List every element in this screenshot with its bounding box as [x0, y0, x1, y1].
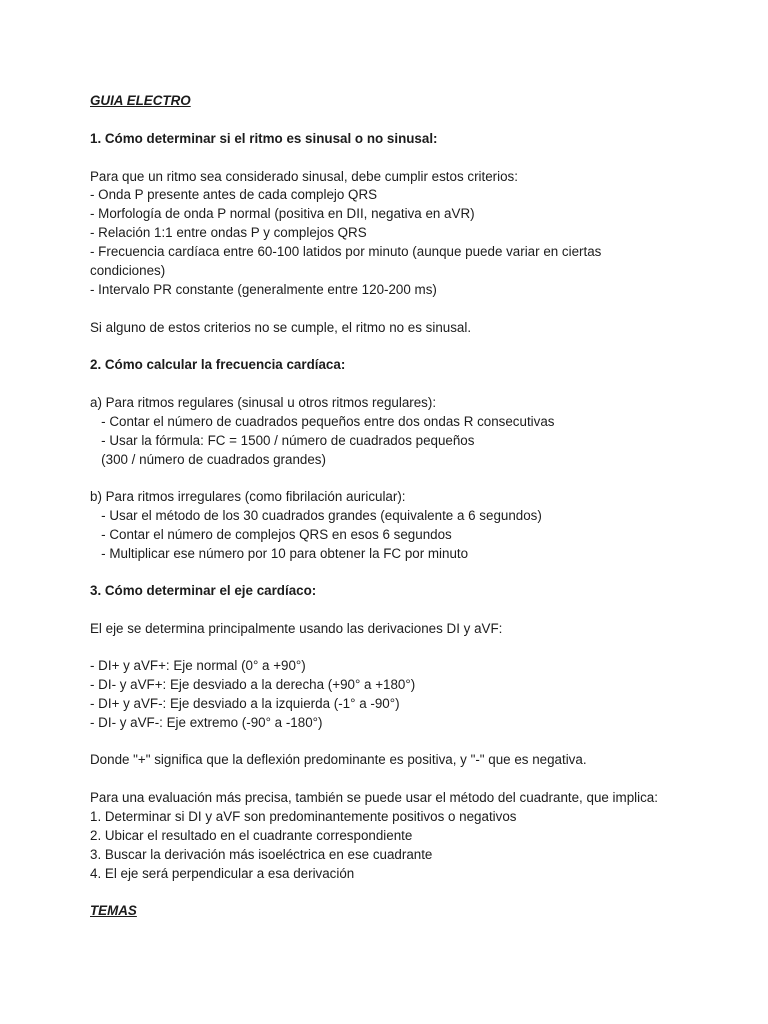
regular-rhythm-line: a) Para ritmos regulares (sinusal u otros ritmos regulares):: [90, 395, 437, 410]
irregular-rhythm-line: b) Para ritmos irregulares (como fibrilación auricular):: [90, 489, 406, 504]
section-2-heading: 2. Cómo calcular la frecuencia cardíaca:: [90, 357, 346, 372]
quadrant-step: 1. Determinar si DI y aVF son predominantemente positivos o negativos: [90, 809, 517, 824]
criteria-item: - Intervalo PR constante (generalmente entre 120-200 ms): [90, 282, 437, 297]
quadrant-step: 4. El eje será perpendicular a esa derivación: [90, 866, 355, 881]
regular-rhythm-line: (300 / número de cuadrados grandes): [90, 452, 326, 467]
irregular-rhythm-line: - Contar el número de complejos QRS en esos 6 segundos: [90, 527, 452, 542]
regular-rhythm-line: - Contar el número de cuadrados pequeños entre dos ondas R consecutivas: [90, 414, 555, 429]
irregular-rhythm-line: - Multiplicar ese número por 10 para obtener la FC por minuto: [90, 546, 469, 561]
axis-item: - DI- y aVF-: Eje extremo (-90° a -180°): [90, 715, 323, 730]
quadrant-step: 3. Buscar la derivación más isoeléctrica en ese cuadrante: [90, 847, 433, 862]
axis-item: - DI+ y aVF-: Eje desviado a la izquierda (-1° a -90°): [90, 696, 400, 711]
criteria-item: condiciones): [90, 263, 166, 278]
section-1-conclusion: Si alguno de estos criterios no se cumple, el ritmo no es sinusal.: [90, 320, 472, 335]
section-1-intro: Para que un ritmo sea considerado sinusal, debe cumplir estos criterios:: [90, 169, 518, 184]
section-3-heading: 3. Cómo determinar el eje cardíaco:: [90, 583, 317, 598]
criteria-item: - Morfología de onda P normal (positiva en DII, negativa en aVR): [90, 206, 475, 221]
criteria-item: - Relación 1:1 entre ondas P y complejos QRS: [90, 225, 367, 240]
axis-item: - DI- y aVF+: Eje desviado a la derecha (+90° a +180°): [90, 677, 416, 692]
regular-rhythm-line: - Usar la fórmula: FC = 1500 / número de cuadrados pequeños: [90, 433, 475, 448]
criteria-item: - Onda P presente antes de cada complejo QRS: [90, 187, 378, 202]
section-1-heading: 1. Cómo determinar si el ritmo es sinusal o no sinusal:: [90, 131, 438, 146]
axis-item: - DI+ y aVF+: Eje normal (0° a +90°): [90, 658, 306, 673]
section-3-intro: El eje se determina principalmente usando las derivaciones DI y aVF:: [90, 621, 503, 636]
quadrant-step: 2. Ubicar el resultado en el cuadrante correspondiente: [90, 828, 413, 843]
sign-note: Donde "+" significa que la deflexión predominante es positiva, y "-" que es negativa.: [90, 752, 587, 767]
temas-heading: TEMAS: [90, 903, 137, 918]
document-title: GUIA ELECTRO: [90, 93, 191, 108]
irregular-rhythm-line: - Usar el método de los 30 cuadrados grandes (equivalente a 6 segundos): [90, 508, 542, 523]
quadrant-intro: Para una evaluación más precisa, también se puede usar el método del cuadrante, que implica:: [90, 790, 658, 805]
criteria-item: - Frecuencia cardíaca entre 60-100 latidos por minuto (aunque puede variar en ciertas: [90, 244, 602, 259]
